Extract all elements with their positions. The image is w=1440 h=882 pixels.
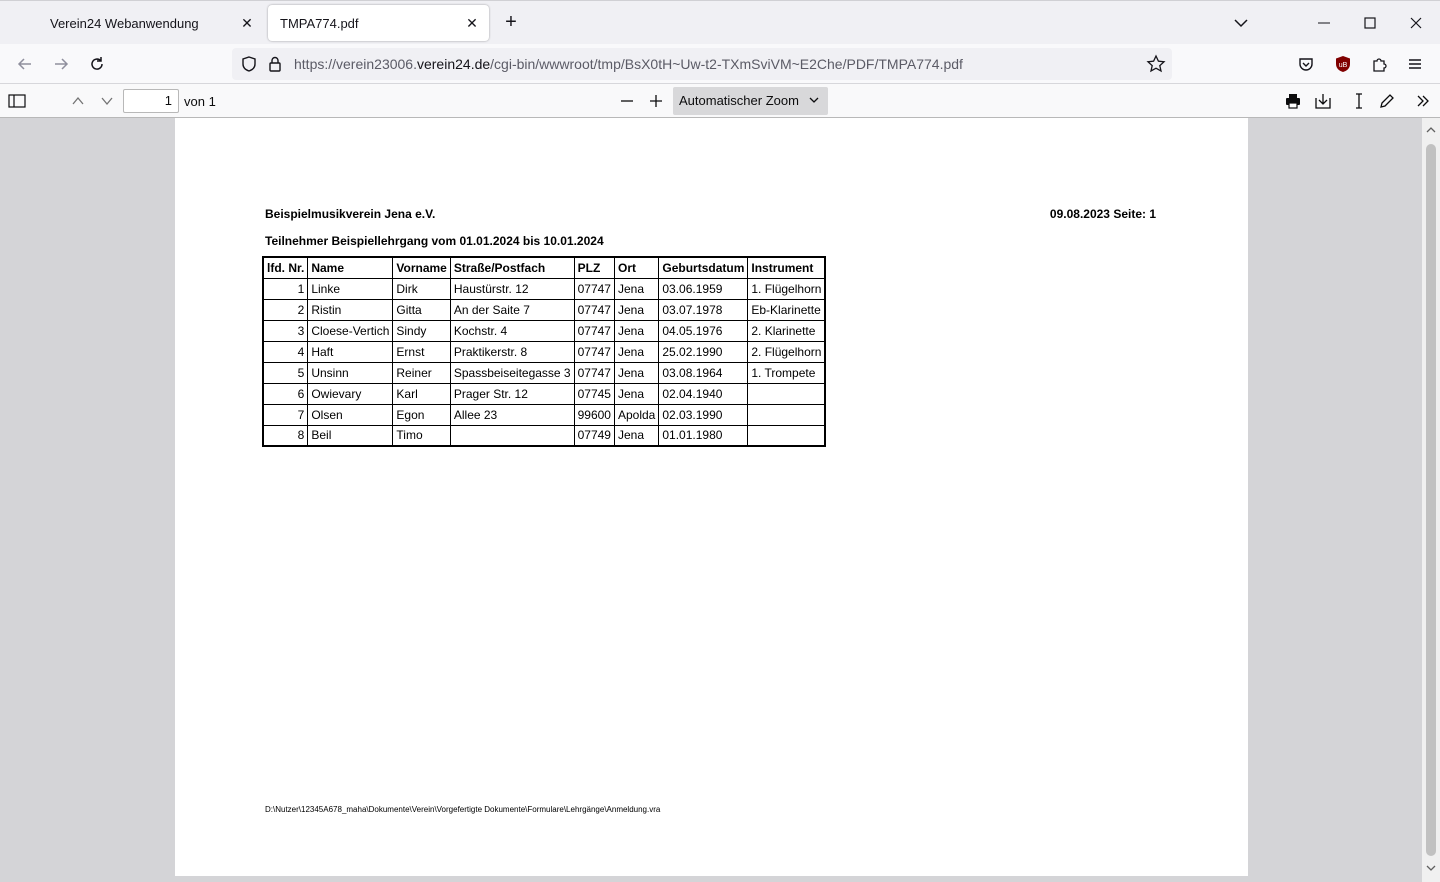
cell-city: Jena — [614, 320, 658, 341]
chevron-down-icon — [1230, 12, 1252, 34]
cell-street: Haustürstr. 12 — [450, 278, 574, 299]
cell-street: Spassbeiseitegasse 3 — [450, 362, 574, 383]
previous-page-button[interactable] — [66, 89, 90, 113]
double-chevron-right-icon — [1415, 93, 1431, 109]
extensions-button[interactable] — [1368, 52, 1392, 76]
cell-birth-date: 03.06.1959 — [659, 278, 748, 299]
pocket-icon — [1297, 55, 1315, 73]
column-header: Straße/Postfach — [450, 257, 574, 278]
cell-zip: 07747 — [574, 278, 614, 299]
url-prefix: https://verein23006. — [294, 56, 417, 72]
hamburger-icon — [1406, 55, 1424, 73]
column-header: Geburtsdatum — [659, 257, 748, 278]
cell-zip: 07747 — [574, 299, 614, 320]
cell-instrument — [748, 404, 826, 425]
cell-city: Jena — [614, 341, 658, 362]
pdf-page — [175, 118, 1248, 876]
forward-button[interactable] — [49, 52, 73, 76]
chevron-up-icon — [70, 93, 86, 109]
minus-icon — [619, 93, 635, 109]
maximize-icon — [1364, 17, 1376, 29]
text-tool-button[interactable] — [1347, 89, 1371, 113]
back-button[interactable] — [13, 52, 37, 76]
chevron-down-icon — [99, 93, 115, 109]
table-row — [263, 383, 825, 404]
plus-icon — [648, 93, 664, 109]
date-page: 09.08.2023 Seite: 1 — [1049, 207, 1156, 221]
cell-row-number: 7 — [263, 404, 308, 425]
tools-menu-button[interactable] — [1411, 89, 1435, 113]
cell-last-name: Owievary — [308, 383, 393, 404]
cell-instrument — [748, 425, 826, 446]
table-row — [263, 278, 825, 299]
cell-instrument: 2. Klarinette — [748, 320, 826, 341]
cell-city: Jena — [614, 362, 658, 383]
pocket-button[interactable] — [1294, 52, 1318, 76]
close-window-button[interactable] — [1393, 1, 1439, 45]
download-button[interactable] — [1311, 89, 1335, 113]
reload-icon — [88, 55, 106, 73]
cell-street: An der Saite 7 — [450, 299, 574, 320]
cell-city: Jena — [614, 278, 658, 299]
pencil-icon — [1378, 92, 1396, 110]
table-row — [263, 341, 825, 362]
cell-last-name: Cloese-Vertich — [308, 320, 393, 341]
url-bar[interactable] — [232, 48, 1172, 80]
cell-city: Jena — [614, 425, 658, 446]
cell-birth-date: 03.07.1978 — [659, 299, 748, 320]
navigation-toolbar — [0, 44, 1440, 84]
table-row — [263, 320, 825, 341]
cell-last-name: Ristin — [308, 299, 393, 320]
cell-last-name: Olsen — [308, 404, 393, 425]
new-tab-button[interactable]: + — [505, 11, 517, 33]
arrow-right-icon — [52, 55, 70, 73]
cell-street: Kochstr. 4 — [450, 320, 574, 341]
document-subtitle: Teilnehmer Beispiellehrgang vom 01.01.2024 bis 10.01.2024 — [265, 234, 604, 248]
cell-street: Prager Str. 12 — [450, 383, 574, 404]
cell-first-name: Karl — [393, 383, 450, 404]
tab-verein24[interactable] — [38, 5, 264, 41]
reload-button[interactable] — [85, 52, 109, 76]
cell-instrument — [748, 383, 826, 404]
printer-icon — [1284, 92, 1302, 110]
vertical-scrollbar[interactable] — [1422, 118, 1440, 882]
menu-button[interactable] — [1403, 52, 1427, 76]
cell-row-number: 6 — [263, 383, 308, 404]
participant-table — [262, 256, 826, 447]
file-path-footer: D:\Nutzer\12345A678_maha\Dokumente\Verein\Vorgefertigte Dokumente\Formulare\Lehrgänge\Anmeldung.vra — [265, 805, 661, 814]
scroll-up-icon[interactable] — [1425, 122, 1437, 140]
cell-city: Jena — [614, 299, 658, 320]
cell-first-name: Egon — [393, 404, 450, 425]
cell-street: Allee 23 — [450, 404, 574, 425]
pdf-toolbar — [0, 84, 1440, 118]
table-row — [263, 425, 825, 446]
page-count-label: von 1 — [184, 94, 216, 109]
table-row — [263, 362, 825, 383]
cell-first-name: Dirk — [393, 278, 450, 299]
cell-last-name: Beil — [308, 425, 393, 446]
cell-last-name: Linke — [308, 278, 393, 299]
close-icon[interactable]: ✕ — [466, 14, 478, 31]
cell-last-name: Haft — [308, 341, 393, 362]
org-name: Beispielmusikverein Jena e.V. — [265, 207, 436, 221]
arrow-left-icon — [16, 55, 34, 73]
tab-strip — [0, 0, 1440, 44]
cell-instrument: 1. Trompete — [748, 362, 826, 383]
cell-first-name: Timo — [393, 425, 450, 446]
next-page-button[interactable] — [95, 89, 119, 113]
cell-row-number: 3 — [263, 320, 308, 341]
column-header: Instrument — [748, 257, 826, 278]
pdf-viewer[interactable] — [0, 118, 1440, 882]
cell-row-number: 1 — [263, 278, 308, 299]
cell-instrument: 2. Flügelhorn — [748, 341, 826, 362]
cell-first-name: Sindy — [393, 320, 450, 341]
draw-tool-button[interactable] — [1375, 89, 1399, 113]
cell-birth-date: 01.01.1980 — [659, 425, 748, 446]
ublock-icon — [1334, 55, 1352, 73]
scrollbar-thumb[interactable] — [1426, 144, 1436, 856]
cell-birth-date: 25.02.1990 — [659, 341, 748, 362]
zoom-in-button[interactable] — [644, 89, 668, 113]
shield-icon[interactable] — [240, 55, 258, 78]
column-header: Ort — [614, 257, 658, 278]
list-all-tabs-button[interactable] — [1230, 12, 1252, 34]
url-path: /cgi-bin/wwwroot/tmp/BsX0tH~Uw-t2-TXmSviVM~E2Che/PDF/TMPA774.pdf — [490, 56, 963, 72]
column-header: Vorname — [393, 257, 450, 278]
close-icon — [1410, 17, 1422, 29]
cell-birth-date: 03.08.1964 — [659, 362, 748, 383]
cell-street: Praktikerstr. 8 — [450, 341, 574, 362]
zoom-select[interactable] — [673, 87, 828, 115]
cell-first-name: Reiner — [393, 362, 450, 383]
cell-zip: 07747 — [574, 341, 614, 362]
table-row — [263, 404, 825, 425]
cell-birth-date: 04.05.1976 — [659, 320, 748, 341]
column-header: PLZ — [574, 257, 614, 278]
column-header: lfd. Nr. — [263, 257, 308, 278]
text-cursor-icon — [1351, 92, 1367, 110]
maximize-button[interactable] — [1347, 1, 1393, 45]
minimize-icon — [1318, 17, 1330, 29]
zoom-out-button[interactable] — [615, 89, 639, 113]
cell-city: Apolda — [614, 404, 658, 425]
cell-instrument: 1. Flügelhorn — [748, 278, 826, 299]
cell-birth-date: 02.04.1940 — [659, 383, 748, 404]
cell-birth-date: 02.03.1990 — [659, 404, 748, 425]
close-icon[interactable]: ✕ — [241, 14, 253, 31]
page-number-input[interactable]: 1 — [123, 89, 179, 113]
cell-row-number: 2 — [263, 299, 308, 320]
sidebar-icon — [8, 93, 26, 109]
cell-city: Jena — [614, 383, 658, 404]
tab-pdf[interactable] — [268, 5, 489, 41]
cell-row-number: 4 — [263, 341, 308, 362]
cell-row-number: 8 — [263, 425, 308, 446]
cell-zip: 99600 — [574, 404, 614, 425]
cell-instrument: Eb-Klarinette — [748, 299, 826, 320]
cell-street — [450, 425, 574, 446]
table-header-row — [263, 257, 825, 278]
cell-row-number: 5 — [263, 362, 308, 383]
tab-title: Verein24 Webanwendung — [50, 15, 199, 31]
url-text[interactable] — [294, 56, 963, 72]
download-icon — [1314, 92, 1332, 110]
cell-zip: 07745 — [574, 383, 614, 404]
cell-zip: 07749 — [574, 425, 614, 446]
cell-last-name: Unsinn — [308, 362, 393, 383]
lock-icon[interactable] — [266, 55, 284, 78]
scroll-down-icon[interactable] — [1425, 860, 1437, 878]
minimize-button[interactable] — [1301, 1, 1347, 45]
table-row — [263, 299, 825, 320]
url-host: verein24.de — [416, 56, 491, 72]
ublock-extension-button[interactable] — [1331, 52, 1355, 76]
column-header: Name — [308, 257, 393, 278]
svg-text:uB: uB — [1338, 62, 1348, 69]
zoom-value: Automatischer Zoom — [679, 93, 799, 108]
cell-first-name: Ernst — [393, 341, 450, 362]
cell-zip: 07747 — [574, 320, 614, 341]
cell-first-name: Gitta — [393, 299, 450, 320]
sidebar-toggle-button[interactable] — [5, 89, 29, 113]
puzzle-icon — [1371, 55, 1389, 73]
cell-zip: 07747 — [574, 362, 614, 383]
print-button[interactable] — [1281, 89, 1305, 113]
tab-title: TMPA774.pdf — [280, 15, 359, 31]
bookmark-star-icon[interactable] — [1146, 54, 1166, 79]
